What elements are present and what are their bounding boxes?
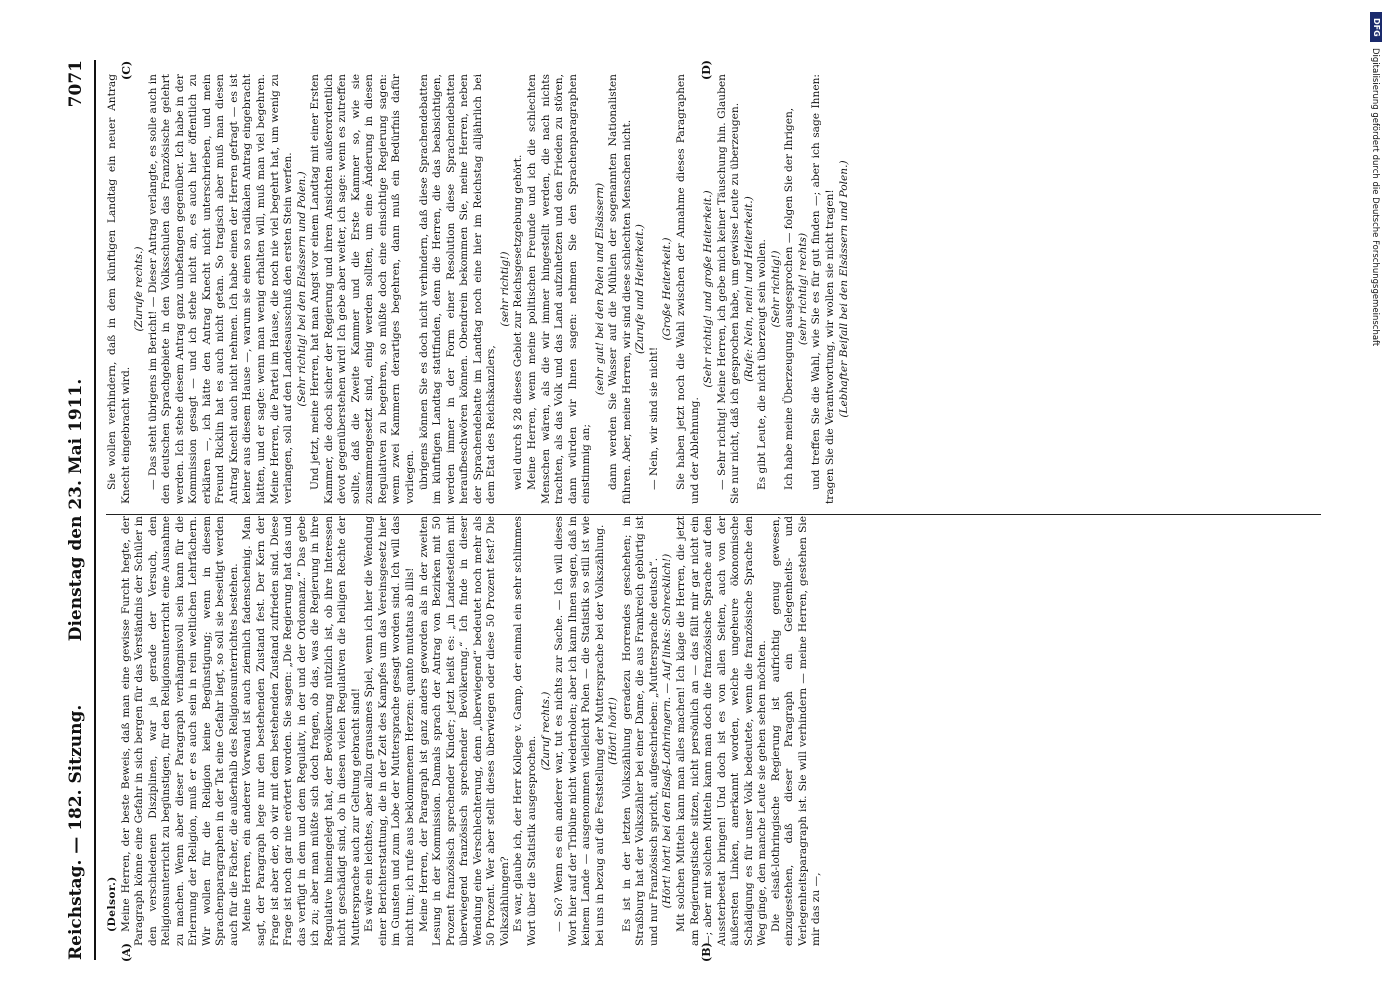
paragraph: Und jetzt, meine Herren, hat man Angst vor einem Landtag mit einer Ersten Kammer, die doch sicher der Regierung und ihren Ansichten außerordentlich devot gegenüberstehen wird! Ich gebe aber weiter, ich sage: wenn es zutreffen sollte, daß die Zweite Kammer und die Erste Kammer so, wie sie zusammengesetzt sind, einig werden sollten, um eine Änderung in diesen Regulativen zu begehren, so müßte doch eine einsichtige Regierung sagen: wenn zwei Kammern derartiges begehren, dann muß ein Bedürfnis dafür vorliegen.: [309, 74, 417, 504]
paragraph: Es gibt Leute, die nicht überzeugt sein wollen.: [756, 239, 769, 490]
header-date: Dienstag den 23. Mai 1911.: [66, 378, 86, 642]
paragraph: Mit solchen Mitteln kann man alles machen! Ich klage die Herren, die jetzt am Regierungstische sitzen, nicht persönlich an — das fällt mir gar nicht ein —; aber mit solchen Mitteln kann man doch die französische Sprache auf den Aussterbeetat bringen! Und doch ist es von allen Seiten, auch von der äußersten Linken, anerkannt worden, welche ungeheure ökonomische Schädigung es für unser Volk bedeutete, wenn die französische Sprache den Weg ginge, den manche Leute sie gehen sehen möchten.: [674, 516, 769, 946]
speaker-name: (Delsor.): [106, 876, 118, 932]
interjection: (sehr gut! bei den Polen und Elsässern): [593, 182, 606, 396]
margin-mark-c: (C): [120, 60, 133, 80]
interjection: (Sehr richtig! und große Heiterkeit.): [702, 190, 715, 388]
paragraph: — Nein, wir sind sie nicht!: [647, 346, 660, 490]
interjection: (Zurufe rechts.): [133, 246, 146, 332]
dfg-attribution-text: Digitalisierung gefördert durch die Deutsche Forschungsgemeinschaft: [1370, 48, 1380, 347]
column-divider: [106, 514, 1321, 515]
paragraph: und treffen Sie die Wahl, wie Sie es für gut finden —; aber ich sage Ihnen: tragen Sie die Verantwortung, wir wollen sie nicht tragen!: [810, 74, 836, 504]
interjection: (Große Heiterkeit.): [661, 237, 674, 341]
left-text-column: [106, 516, 1321, 946]
interjection: (sehr richtig!): [498, 251, 511, 327]
dfg-logo: DFG: [1370, 12, 1382, 42]
paragraph: — Das steht übrigens im Bericht! — Dieser Antrag verlangte, es solle auch in den deutschen Sprachgebiete in den Volksschulen das Französische gelehrt werden. Ich stehe diesem Antrag ganz unbefangen gegenüber. Ich habe in der Kommission gesagt — und ich stehe nicht an, es auch hier öffentlich zu erklären —, ich hätte den Antrag Knecht nicht unterschrieben, und mein Freund Ricklin hat es auch nicht getan. So tragisch aber muß man diesen Antrag Knecht auch nicht nehmen. Ich habe einen der Herren gefragt — es ist keiner aus diesem Hause —, warum sie einen so radikalen Antrag eingebracht hätten, und er sagte: wenn man wenig erhalten will, muß man viel begehren. Meine Herren, die Partei im Hause, die noch nie viel begehrt hat, um wenig zu verlangen, soll auf den Landesausschuß den ersten Stein werfen.: [146, 74, 295, 504]
paragraph: Sie haben jetzt noch die Wahl zwischen der Annahme dieses Paragraphen und der Ablehnung.: [674, 74, 701, 504]
paragraph: Meine Herren, ein anderer Vorwand ist auch ziemlich fadenscheinig. Man sagt, der Paragraph lege nur den bestehenden Zustand fest. Der Kern der Frage ist aber der, ob wir mit dem bestehenden Zustand zufrieden sind. Diese Frage ist noch gar nie erörtert worden. Sie sagen: „Die Regierung hat das und das verfügt in dem und dem Regulativ, in der und der Ordonnanz.“ Das gebe ich zu; aber man müßte sich doch fragen, ob das, was die Regierung in ihre Regulative hineingelegt hat, der Bevölkerung nützlich ist, ob ihre Interessen nicht geschädigt sind, ob in diesen vielen Regulativen die heiligen Rechte der Muttersprache auch zur Geltung gebracht sind!: [241, 516, 362, 946]
interjection: (Hört! hört!): [607, 697, 620, 765]
paragraph: Es wäre ein leichtes, aber allzu grausames Spiel, wenn ich hier die Wendung einer Berichterstattung, die in der Zeit des Kampfes um das Vereinsgesetz hier im Gunsten und zum Lobe der Muttersprache gesagt worden sind. Ich will das nicht tun; ich rufe aus beklommenem Herzen: quanto mutatus ab illis!: [363, 516, 417, 946]
right-text-column: [106, 74, 1321, 504]
page-header: [60, 60, 96, 960]
paragraph: Meine Herren, der Paragraph ist ganz anders geworden als in der zweiten Lesung in der Kommission. Damals sprach der Antrag von Bezirken mit 50 Prozent französisch sprechender Kinder; jetzt heißt es: „in Landesteilen mit überwiegend französisch sprechender Bevölkerung.“ Ich finde in dieser Wendung eine Verschlechterung, denn „überwiegend“ bedeutet noch mehr als 50 Prozent. Wer aber stellt dieses überwiegen oder diese 50 Prozent fest? Die Volkszählungen?: [417, 516, 511, 946]
header-left: Reichstag. — 182. Sitzung.: [66, 704, 86, 960]
interjection: (Zurufe und Heiterkeit.): [634, 224, 647, 354]
margin-mark-b: (B): [700, 942, 713, 962]
interjection: (Sehr richtig! bei den Elsässern und Polen.): [295, 171, 308, 407]
paragraph: weil durch § 28 dieses Gebiet zur Reichsgesetzgebung gehört.: [512, 154, 525, 490]
paragraph: Meine Herren, der beste Beweis, daß man eine gewisse Furcht hegte, der Paragraph könne eine Gefahr in sich bergen für das Verständnis der Schüler in den verschiedenen Disziplinen, war ja gerade der Versuch, den Religionsunterricht zu begünstigen, für den Religionsunterricht eine Ausnahme zu machen. Wenn aber dieser Paragraph verhängnisvoll sein kann für die Erlernung der Religion, muß er es auch sein in rein weltlichen Lehrfächern. Wir wollen für die Religion keine Begünstigung; wenn in diesem Sprachenparagraphen in der Tat eine Gefahr liegt, so soll sie beseitigt werden auch für die Fächer, die außerhalb des Religionsunterrichtes bestehen.: [119, 516, 240, 946]
paragraph: Ich habe meine Überzeugung ausgesprochen — folgen Sie der Ihrigen,: [783, 107, 796, 490]
interjection: (Lebhafter Beifall bei den Elsässern und Polen.): [837, 160, 850, 418]
interjection: (Rufe: Nein, nein! und Heiterkeit.): [742, 196, 755, 382]
paragraph: Meine Herren, wenn meine politischen Freunde und ich die schlechten Menschen wären, als die wir immer hingestellt werden, die nach nichts trachten, als das Volk und das Land aufzuhetzen und den Frieden zu stören, dann würden wir Ihnen sagen: nehmen Sie den Sprachenparagraphen einstimmig an;: [525, 74, 593, 504]
paragraph: dann werden Sie Wasser auf die Mühlen der sogenannten Nationalisten führen. Aber, meine Herren, wir sind diese schlechten Menschen nicht.: [607, 74, 633, 504]
interjection: (Sehr richtig!): [769, 250, 782, 328]
interjection: (sehr richtig! rechts): [796, 232, 809, 346]
page-number: 7071: [66, 60, 86, 108]
interjection: (Zuruf rechts.): [539, 691, 552, 771]
dfg-attribution: [1370, 12, 1382, 692]
margin-mark-a: (A): [120, 943, 133, 962]
paragraph: Es ist in der letzten Volkszählung geradezu Horrendes geschehen; in Straßburg hat der Volkszähler bei einer Dame, die aus Frankreich gebürtig ist und nur Französisch spricht, aufgeschrieben: „Muttersprache deutsch“.: [620, 516, 660, 946]
paragraph: Sie wollen verhindern, daß in dem künftigen Landtag ein neuer Antrag Knecht eingebracht wird.: [106, 74, 132, 504]
paragraph: Die elsaß-lothringische Regierung ist aufrichtig genug gewesen, einzugestehen, daß dieser Paragraph ein Gelegenheits- und Verlegenheitsparagraph ist. Sie will verhindern — meine Herren, gestehen Sie mir das zu —,: [769, 516, 823, 946]
paragraph: — Sehr richtig! Meine Herren, ich gebe mich keiner Täuschung hin. Glauben Sie nur nicht, daß ich gesprochen habe, um gewisse Leute zu überzeugen.: [715, 74, 742, 504]
margin-mark-d: (D): [700, 60, 713, 80]
paragraph: übrigens können Sie es doch nicht verhindern, daß diese Sprachendebatten im künftigen Landtag stattfinden, denn die Herren, die das beabsichtigen, werden immer in der Form einer Resolution diese Sprachendebatten heraufbeschwören können. Obendrein bekommen Sie, meine Herren, neben der Sprachendebatte im Landtag noch eine hier im Reichstag alljährlich bei dem Etat des Reichskanzlers,: [417, 74, 498, 504]
interjection: (Hört! hört! bei den Elsaß-Lothringern. — Auf links: Schrecklich!): [661, 553, 674, 909]
paragraph: Es war, glaube ich, der Herr Kollege v. Gamp, der einmal ein sehr schlimmes Wort über die Statistik ausgesprochen.: [512, 516, 538, 946]
document-page: [60, 60, 1330, 960]
paragraph: — So? Wenn es ein anderer war, tut es nichts zur Sache. — Ich will dieses Wort hier auf der Tribüne nicht wiederholen; aber ich kann Ihnen sagen, daß in keinem Lande — ausgenommen vielleicht Polen — die Statistik so still ist wie bei uns in bezug auf die Feststellung der Muttersprache bei der Volkszählung.: [553, 516, 606, 946]
